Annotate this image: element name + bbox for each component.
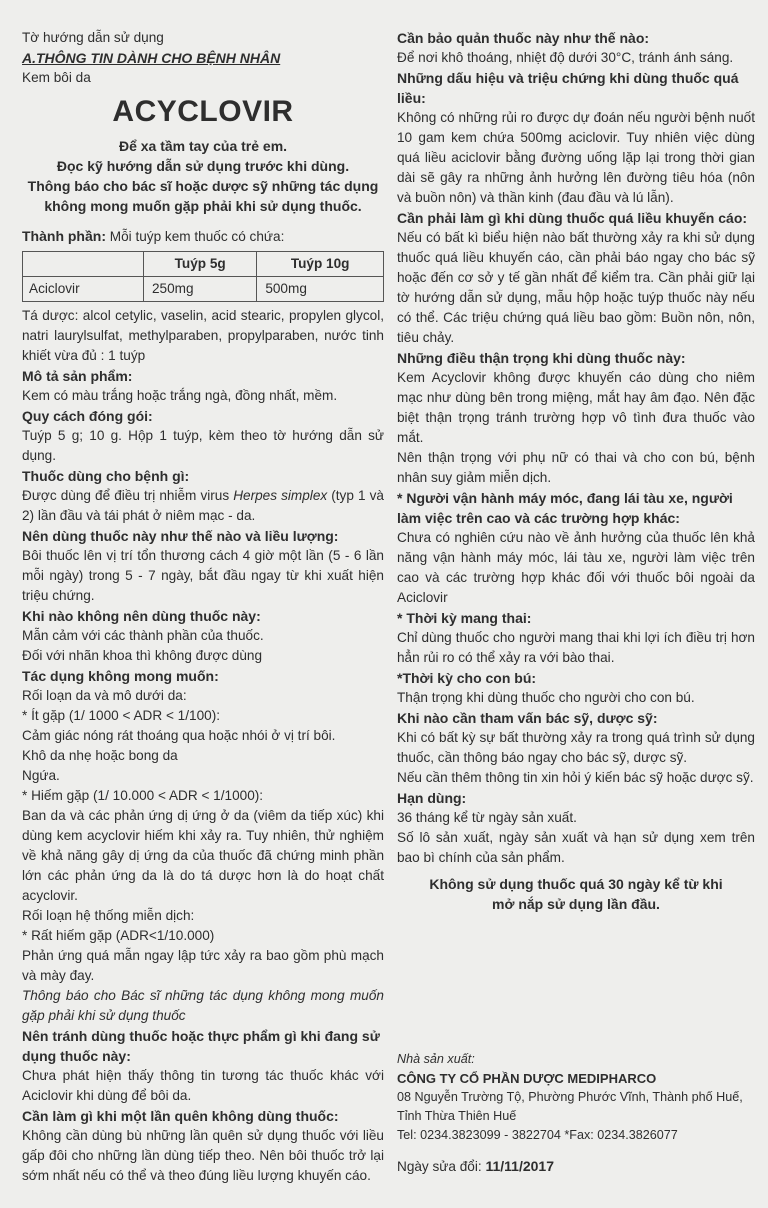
machine-heading: * Người vận hành máy móc, đang lái tàu xe, người làm việc trên cao và các trường hợp khác: [397, 490, 733, 526]
machine-text: Chưa có nghiên cứu nào về ảnh hưởng của thuốc lên khả năng vận hành máy móc, lái tàu xe, người làm việc trên cao và các trường hợp khác đối với thuốc bôi ngoài da Aciclovir [397, 530, 755, 605]
adverse-heading: Tác dụng không mong muốn: [22, 668, 219, 684]
adverse-line: * Hiếm gặp (1/ 10.000 < ADR < 1/1000): [22, 788, 264, 803]
warning-line-1: Để xa tầm tay của trẻ em. [118, 138, 288, 154]
adverse-notice: Thông báo cho Bác sĩ những tác dụng không mong muốn gặp phải khi sử dụng thuốc [22, 988, 384, 1023]
left-column [22, 28, 384, 1186]
description-heading: Mô tả sản phẩm: [22, 368, 133, 384]
table-cell: Aciclovir [23, 277, 144, 302]
expiry-warning: Không sử dụng thuốc quá 30 ngày kể từ khi mở nắp sử dụng lần đầu. [429, 876, 723, 912]
interaction-text: Chưa phát hiện thấy thông tin tương tác thuốc khác với Aciclovir khi dùng để bôi da. [22, 1068, 384, 1103]
contraindication-1: Mẫn cảm với các thành phần của thuốc. [22, 628, 264, 643]
product-name: ACYCLOVIR [112, 95, 294, 128]
lactation-heading: *Thời kỳ cho con bú: [397, 670, 537, 686]
revision-line [397, 1157, 755, 1176]
manufacturer-address-1: 08 Nguyễn Trường Tộ, Phường Phước Vĩnh, Thành phố Huế, [397, 1090, 743, 1104]
consult-heading: Khi nào cần tham vấn bác sỹ, dược sỹ: [397, 710, 658, 726]
manufacturer-label: Nhà sản xuất: [397, 1052, 475, 1066]
contraindication-heading: Khi nào không nên dùng thuốc này: [22, 608, 261, 624]
caution-heading: Những điều thận trọng khi dùng thuốc này: [397, 350, 686, 366]
manufacturer-address-2: Tỉnh Thừa Thiên Huế [397, 1109, 517, 1123]
caution-text-2: Nên thận trọng với phụ nữ có thai và cho con bú, bệnh nhân suy giảm miễn dịch. [397, 450, 755, 485]
storage-heading: Cần bảo quản thuốc này như thế nào: [397, 30, 650, 46]
indication-text [22, 486, 384, 526]
table-cell: 250mg [144, 277, 257, 302]
revision-date: 11/11/2017 [485, 1158, 554, 1174]
warning-line-2: Đọc kỹ hướng dẫn sử dụng trước khi dùng. [56, 158, 350, 174]
adverse-line: * Ít gặp (1/ 1000 < ADR < 1/100): [22, 708, 220, 723]
indication-pre: Được dùng để điều trị nhiễm virus [22, 488, 234, 503]
missed-dose-text: Không cần dùng bù những lần quên sử dụng thuốc với liều gấp đôi cho những lần dùng tiếp theo. Nên bôi thuốc trở lại sớm nhất nếu có thể và theo đúng liều lượng khuyến cáo. [22, 1128, 384, 1183]
indication-post: (typ 1 và 2) lần đầu và tái phát ở niêm mạc - da. [22, 488, 384, 523]
missed-dose-heading: Cần làm gì khi một lần quên không dùng thuốc: [22, 1108, 339, 1124]
overdose-signs-text: Không có những rủi ro được dự đoán nếu người bệnh nuốt 10 gam kem chứa 500mg aciclovir. Tuy nhiên việc dùng quá liều aciclovir bằng đường uống lặp lại trong thời gian dài sẽ gây ra những ảnh hưởng lên đường tiêu hóa (nôn và buồn nôn) và thần kinh (đau đầu và lú lẫn). [397, 110, 755, 205]
section-a-heading: A.THÔNG TIN DÀNH CHO BỆNH NHÂN [22, 50, 281, 66]
consult-text-2: Nếu cần thêm thông tin xin hỏi ý kiến bác sỹ hoặc dược sỹ. [397, 770, 754, 785]
warning-line-3: Thông báo cho bác sĩ hoặc dược sỹ những tác dụng [27, 178, 379, 194]
manufacturer-phone: Tel: 0234.3823099 - 3822704 *Fax: 0234.3826077 [397, 1128, 678, 1142]
expiry-heading: Hạn dùng: [397, 790, 467, 806]
usage-heading: Nên dùng thuốc này như thế nào và liều lượng: [22, 528, 339, 544]
adverse-line: Phản ứng quá mẫn ngay lập tức xảy ra bao gồm phù mạch và mày đay. [22, 948, 384, 983]
description-text: Kem có màu trắng hoặc trắng ngà, đồng nhất, mềm. [22, 388, 338, 403]
warning-line-4: không mong muốn gặp phải khi sử dụng thuốc. [44, 198, 362, 214]
expiry-text-2: Số lô sản xuất, ngày sản xuất và hạn sử dụng xem trên bao bì chính của sản phẩm. [397, 830, 755, 865]
adverse-line: Rối loạn da và mô dưới da: [22, 688, 187, 703]
packaging-heading: Quy cách đóng gói: [22, 408, 153, 424]
revision-label: Ngày sửa đổi: [397, 1159, 486, 1174]
adverse-line: Rối loạn hệ thống miễn dịch: [22, 908, 195, 923]
composition-line [22, 226, 384, 247]
leaflet-label: Tờ hướng dẫn sử dụng [22, 30, 164, 45]
composition-intro: Mỗi tuýp kem thuốc có chứa: [109, 229, 285, 244]
pregnancy-heading: * Thời kỳ mang thai: [397, 610, 532, 626]
caution-text-1: Kem Acyclovir không được khuyến cáo dùng cho niêm mạc như dùng bên trong miệng, mắt hay âm đạo. Nên đặc biệt thận trọng tránh trường hợp vô tình đưa thuốc vào mắt. [397, 370, 755, 445]
usage-text: Bôi thuốc lên vị trí tổn thương cách 4 giờ một lần (5 - 6 lần mỗi ngày) trong 5 - 7 ngày, bắt đầu ngay từ khi xuất hiện triệu chứng. [22, 548, 384, 603]
table-cell: 500mg [257, 277, 384, 302]
manufacturer-block [397, 1050, 755, 1176]
overdose-action-text: Nếu có bất kì biểu hiện nào bất thường xảy ra khi sử dụng thuốc quá liều khuyến cáo, cần phải báo ngay cho bác sỹ hoặc đến cơ sở y tế gần nhất để kiểm tra. Cần phải giữ lại tờ hướng dẫn sử dụng, mẫu hộp hoặc tuýp thuốc này nếu có thể. Các triệu chứng quá liều bao gồm: Buồn nôn, nôn, tiêu chảy. [397, 230, 755, 345]
expiry-text-1: 36 tháng kể từ ngày sản xuất. [397, 810, 577, 825]
table-header-row [23, 252, 384, 277]
adverse-line: Ban da và các phản ứng dị ứng ở da (viêm da tiếp xúc) khi dùng kem acyclovir hiếm khi xảy ra. Tuy nhiên, thử nghiệm về khả năng gây dị ứng da của thuốc đã chứng minh phần lớn các phản ứng da là do tá dược hơn là do hoạt chất acyclovir. [22, 808, 384, 903]
overdose-signs-heading: Những dấu hiệu và triệu chứng khi dùng thuốc quá liều: [397, 70, 739, 106]
packaging-text: Tuýp 5 g; 10 g. Hộp 1 tuýp, kèm theo tờ hướng dẫn sử dụng. [22, 428, 384, 463]
adverse-line: Ngứa. [22, 768, 60, 783]
indication-heading: Thuốc dùng cho bệnh gì: [22, 468, 190, 484]
lactation-text: Thận trọng khi dùng thuốc cho người cho con bú. [397, 690, 695, 705]
consult-text-1: Khi có bất kỳ sự bất thường xảy ra trong quá trình sử dụng thuốc, cần thông báo ngay cho bác sỹ, dược sỹ. [397, 730, 755, 765]
right-column [397, 28, 755, 914]
table-header-cell: Tuýp 5g [144, 252, 257, 277]
table-header-cell: Tuýp 10g [257, 252, 384, 277]
table-row [23, 277, 384, 302]
dosage-form: Kem bôi da [22, 70, 91, 85]
composition-heading: Thành phần: [22, 228, 106, 244]
manufacturer-name: CÔNG TY CỔ PHẦN DƯỢC MEDIPHARCO [397, 1071, 657, 1086]
table-header-cell [23, 252, 144, 277]
storage-text: Để nơi khô thoáng, nhiệt độ dưới 30°C, tránh ánh sáng. [397, 50, 734, 65]
excipients: Tá dược: alcol cetylic, vaselin, acid stearic, propylen glycol, natri laurylsulfat, methylparaben, propylparaben, nước tinh khiết vừa đủ : 1 tuýp [22, 308, 384, 363]
overdose-action-heading: Cần phải làm gì khi dùng thuốc quá liều khuyến cáo: [397, 210, 748, 226]
contraindication-2: Đối với nhãn khoa thì không được dùng [22, 648, 263, 663]
interaction-heading: Nên tránh dùng thuốc hoặc thực phẩm gì khi đang sử dụng thuốc này: [22, 1028, 380, 1064]
adverse-line: Cảm giác nóng rát thoáng qua hoặc nhói ở vị trí bôi. [22, 728, 336, 743]
composition-table [22, 251, 384, 302]
adverse-line: * Rất hiếm gặp (ADR<1/10.000) [22, 928, 215, 943]
pregnancy-text: Chỉ dùng thuốc cho người mang thai khi lợi ích điều trị hơn hẳn rủi ro có thể xảy ra với bào thai. [397, 630, 755, 665]
adverse-line: Khô da nhẹ hoặc bong da [22, 748, 178, 763]
indication-virus: Herpes simplex [233, 488, 328, 503]
